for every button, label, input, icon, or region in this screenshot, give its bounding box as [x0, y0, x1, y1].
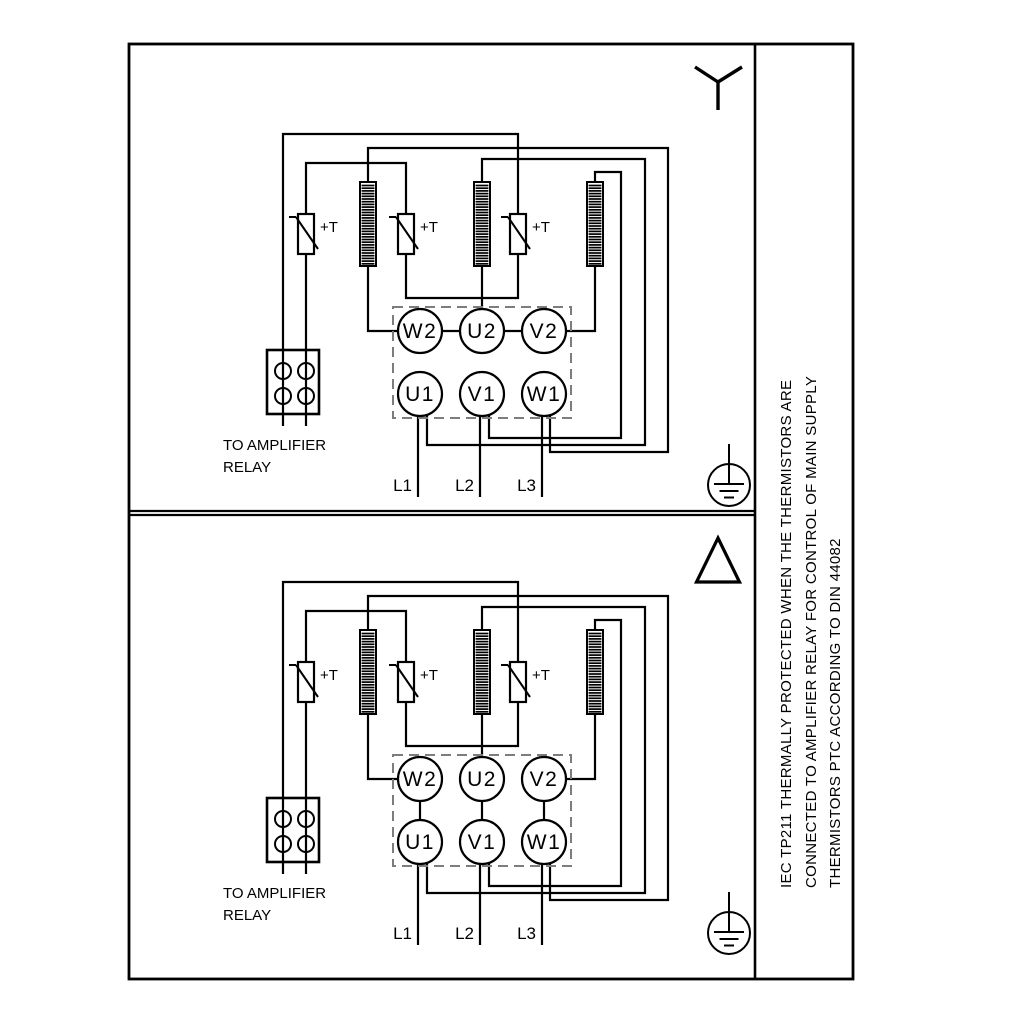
ptc-thermistor: [389, 214, 438, 254]
supply-label-L1: L1: [393, 476, 412, 495]
ptc-thermistor: [501, 662, 550, 702]
relay-caption-line1: TO AMPLIFIER: [223, 885, 327, 902]
relay-caption-line2: RELAY: [223, 907, 272, 924]
supply-label-L3: L3: [517, 476, 536, 495]
wire-thermistor3-to-thermistor2: [406, 254, 518, 298]
terminal-W1: [522, 372, 566, 416]
relay-box: [267, 798, 319, 862]
motor-winding-coil: [360, 182, 376, 266]
thermistor-label: +T: [532, 219, 550, 236]
terminal-label: U2: [467, 320, 497, 343]
terminal-V1: [460, 372, 504, 416]
terminal-label: V2: [529, 768, 559, 791]
terminal-W2: [398, 309, 442, 353]
thermal-protection-note: [775, 373, 849, 888]
terminal-V2: [522, 757, 566, 801]
star-arm: [718, 67, 742, 82]
terminal-label: U1: [405, 383, 435, 406]
thermistor-body: [398, 662, 414, 702]
ptc-thermistor: [389, 662, 438, 702]
amplifier-relay-terminal-box: [267, 350, 319, 414]
note-line-1: IEC TP211 THERMALLY PROTECTED WHEN THE THERMISTORS ARE: [778, 379, 795, 888]
thermistor-label: +T: [320, 667, 338, 684]
terminal-V2: [522, 309, 566, 353]
panel-star: [223, 67, 750, 506]
thermistor-label: +T: [420, 219, 438, 236]
delta-connection-icon: [697, 538, 740, 582]
wire-thermistor3-to-thermistor2: [406, 702, 518, 746]
terminal-U1: [398, 372, 442, 416]
terminal-label: W2: [402, 768, 438, 791]
ptc-thermistor: [289, 214, 338, 254]
star-arm: [695, 67, 718, 82]
terminal-W1: [522, 820, 566, 864]
amplifier-relay-terminal-box: [267, 798, 319, 862]
ptc-thermistor: [289, 662, 338, 702]
thermistor-label: +T: [320, 219, 338, 236]
terminal-label: W1: [526, 383, 562, 406]
terminal-label: W2: [402, 320, 438, 343]
terminal-label: V1: [467, 383, 497, 406]
terminal-label: U1: [405, 831, 435, 854]
panel-delta: [223, 538, 750, 954]
terminal-U2: [460, 757, 504, 801]
terminal-label: V1: [467, 831, 497, 854]
motor-winding-coil: [474, 182, 490, 266]
supply-label-L3: L3: [517, 924, 536, 943]
wire-thermistor2-to-thermistor1: [306, 611, 406, 662]
wire-thermistor2-to-thermistor1: [306, 163, 406, 214]
motor-winding-coil: [360, 630, 376, 714]
terminal-U2: [460, 309, 504, 353]
thermistor-body: [398, 214, 414, 254]
terminal-label: W1: [526, 831, 562, 854]
terminal-label: V2: [529, 320, 559, 343]
supply-label-L2: L2: [455, 476, 474, 495]
thermistor-label: +T: [532, 667, 550, 684]
motor-winding-coil: [474, 630, 490, 714]
thermistor-body: [298, 662, 314, 702]
thermistor-body: [510, 662, 526, 702]
motor-winding-coil: [587, 182, 603, 266]
supply-label-L1: L1: [393, 924, 412, 943]
relay-caption-line2: RELAY: [223, 459, 272, 476]
thermistor-body: [510, 214, 526, 254]
terminal-V1: [460, 820, 504, 864]
note-line-3: THERMISTORS PTC ACCORDING TO DIN 44082: [827, 538, 844, 888]
relay-box: [267, 350, 319, 414]
star-connection-icon: [695, 67, 742, 110]
supply-label-L2: L2: [455, 924, 474, 943]
terminal-label: U2: [467, 768, 497, 791]
earth-ground-icon: [708, 444, 750, 506]
terminal-U1: [398, 820, 442, 864]
terminal-W2: [398, 757, 442, 801]
thermistor-label: +T: [420, 667, 438, 684]
note-line-2: CONNECTED TO AMPLIFIER RELAY FOR CONTROL OF MAIN SUPPLY: [802, 375, 820, 888]
ptc-thermistor: [501, 214, 550, 254]
thermistor-body: [298, 214, 314, 254]
earth-ground-icon: [708, 892, 750, 954]
relay-caption-line1: TO AMPLIFIER: [223, 437, 327, 454]
motor-winding-coil: [587, 630, 603, 714]
